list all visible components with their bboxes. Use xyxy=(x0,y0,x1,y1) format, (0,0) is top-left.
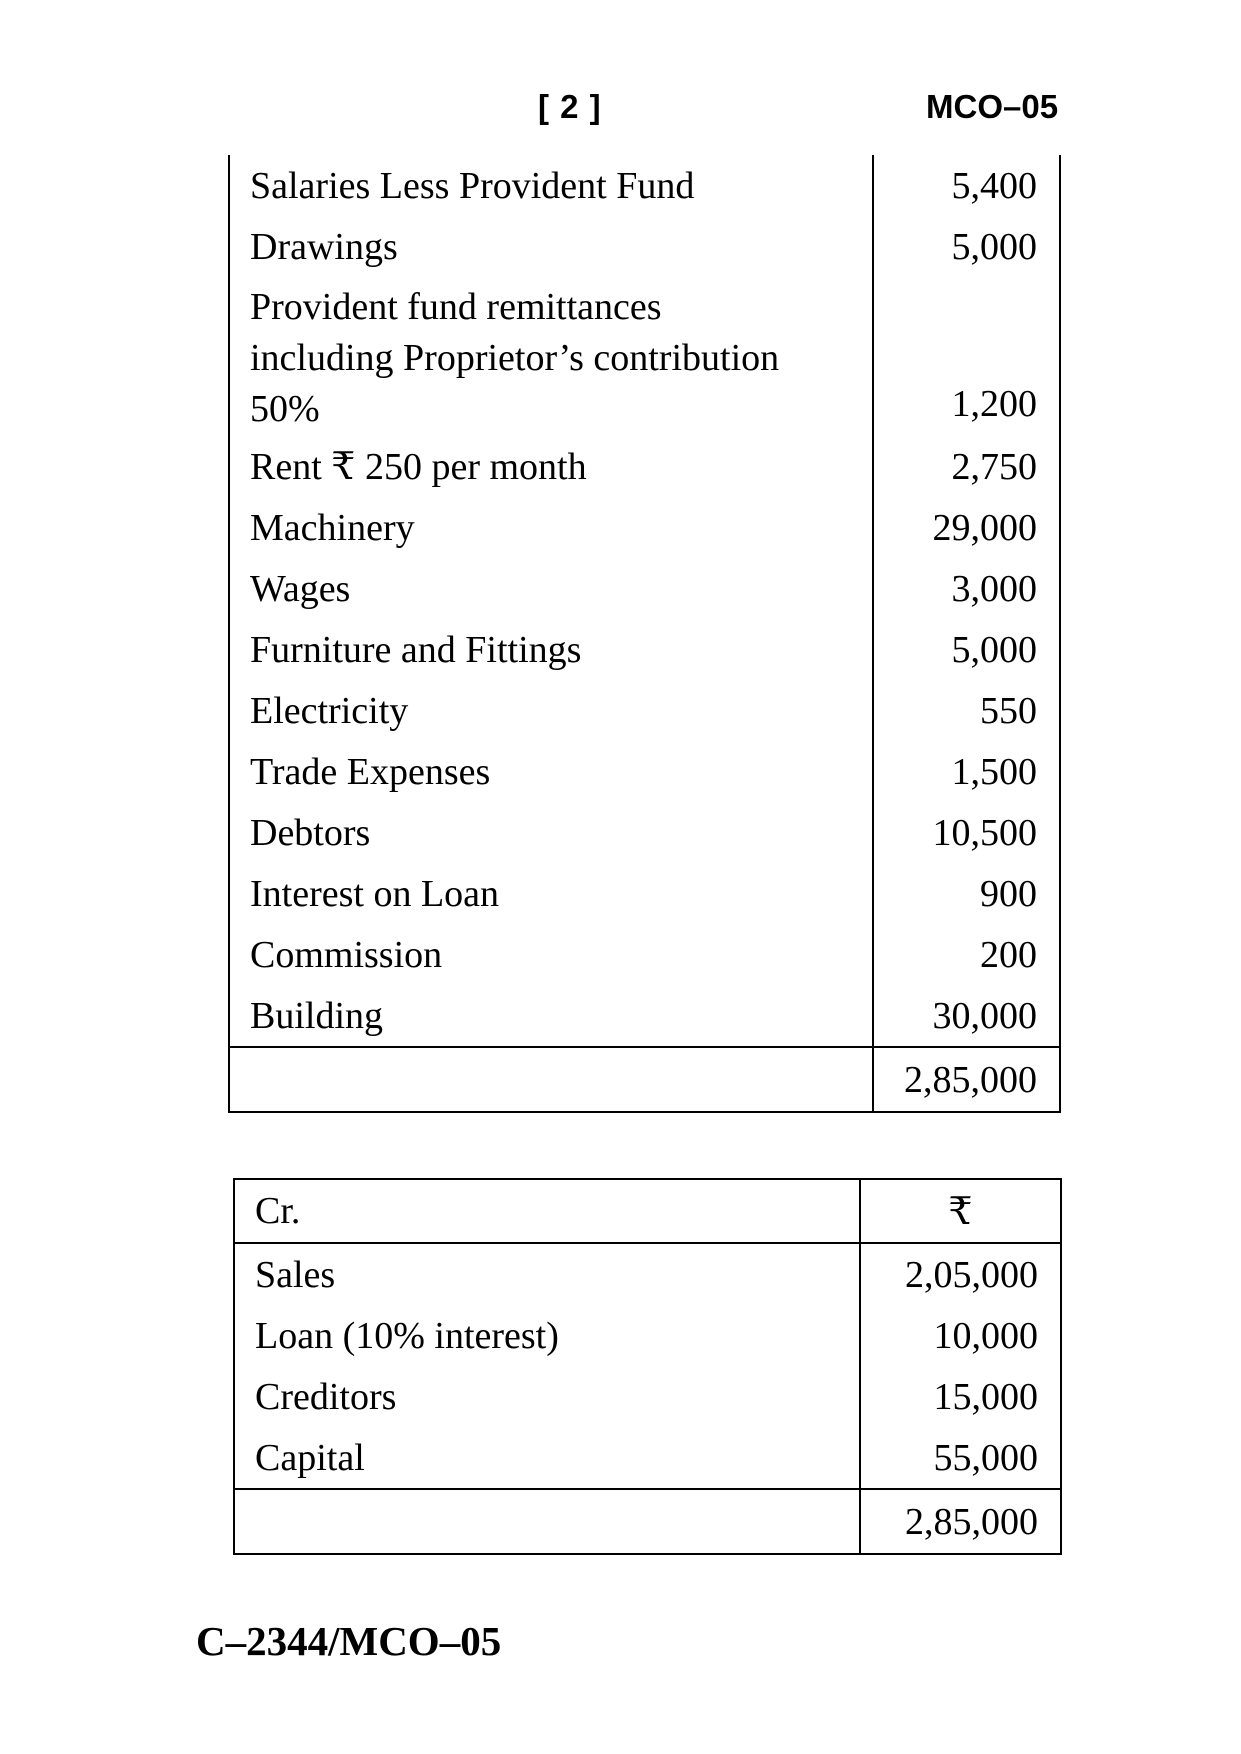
row-label: Furniture and Fittings xyxy=(230,619,874,680)
row-value: 2,750 xyxy=(951,445,1037,488)
row-value: 10,500 xyxy=(932,811,1037,854)
table-row xyxy=(230,924,1059,985)
row-label: Drawings xyxy=(230,216,874,277)
table-row xyxy=(230,216,1059,277)
table-row xyxy=(230,497,1059,558)
table-row xyxy=(235,1244,1060,1305)
table-row xyxy=(235,1305,1060,1366)
row-value: 5,000 xyxy=(951,628,1037,671)
row-value: 5,400 xyxy=(951,164,1037,207)
table-row xyxy=(230,863,1059,924)
row-label: Sales xyxy=(235,1244,861,1305)
row-value: 10,000 xyxy=(933,1314,1038,1357)
table-row xyxy=(230,277,1059,436)
table-row xyxy=(230,680,1059,741)
table-row xyxy=(230,155,1059,216)
row-value: 30,000 xyxy=(932,994,1037,1037)
row-value: 200 xyxy=(980,933,1037,976)
row-label: Building xyxy=(230,985,874,1046)
total-row xyxy=(235,1488,1060,1553)
row-value: 3,000 xyxy=(951,567,1037,610)
table-row xyxy=(230,985,1059,1046)
row-label: Rent ₹ 250 per month xyxy=(230,436,874,497)
row-label xyxy=(230,277,874,436)
row-label: Machinery xyxy=(230,497,874,558)
currency-header: ₹ xyxy=(948,1190,973,1233)
row-value: 55,000 xyxy=(933,1436,1038,1479)
table-row xyxy=(230,741,1059,802)
label-line: Provident fund remittances xyxy=(250,286,662,328)
row-label: Loan (10% interest) xyxy=(235,1305,861,1366)
debit-table xyxy=(228,155,1061,1113)
credit-table xyxy=(233,1178,1062,1555)
table-row xyxy=(230,436,1059,497)
row-label: Wages xyxy=(230,558,874,619)
footer-code: C–2344/MCO–05 xyxy=(196,1618,502,1664)
credit-header-label: Cr. xyxy=(235,1180,861,1242)
row-label: Debtors xyxy=(230,802,874,863)
row-value: 5,000 xyxy=(951,225,1037,268)
label-line: 50% xyxy=(250,388,320,430)
course-code-header: MCO–05 xyxy=(926,88,1059,125)
row-label xyxy=(230,1048,874,1111)
table-row xyxy=(230,558,1059,619)
row-value: 2,05,000 xyxy=(905,1253,1038,1296)
total-value: 2,85,000 xyxy=(905,1500,1038,1543)
row-label: Commission xyxy=(230,924,874,985)
total-row xyxy=(230,1046,1059,1111)
row-label: Salaries Less Provident Fund xyxy=(230,155,874,216)
table-row xyxy=(235,1427,1060,1488)
row-value: 15,000 xyxy=(933,1375,1038,1418)
row-label: Electricity xyxy=(230,680,874,741)
table-row xyxy=(235,1366,1060,1427)
row-value: 1,200 xyxy=(951,383,1037,425)
page-number: [ 2 ] xyxy=(538,88,602,125)
header-row xyxy=(235,1180,1060,1244)
label-line: including Proprietor’s contribution xyxy=(250,337,780,379)
row-value: 550 xyxy=(980,689,1037,732)
row-label xyxy=(235,1490,861,1553)
row-label: Capital xyxy=(235,1427,861,1488)
total-value: 2,85,000 xyxy=(904,1058,1037,1101)
row-label: Interest on Loan xyxy=(230,863,874,924)
row-label: Creditors xyxy=(235,1366,861,1427)
row-value: 29,000 xyxy=(932,506,1037,549)
table-row xyxy=(230,802,1059,863)
row-label: Trade Expenses xyxy=(230,741,874,802)
row-value: 900 xyxy=(980,872,1037,915)
row-value: 1,500 xyxy=(951,750,1037,793)
table-row xyxy=(230,619,1059,680)
